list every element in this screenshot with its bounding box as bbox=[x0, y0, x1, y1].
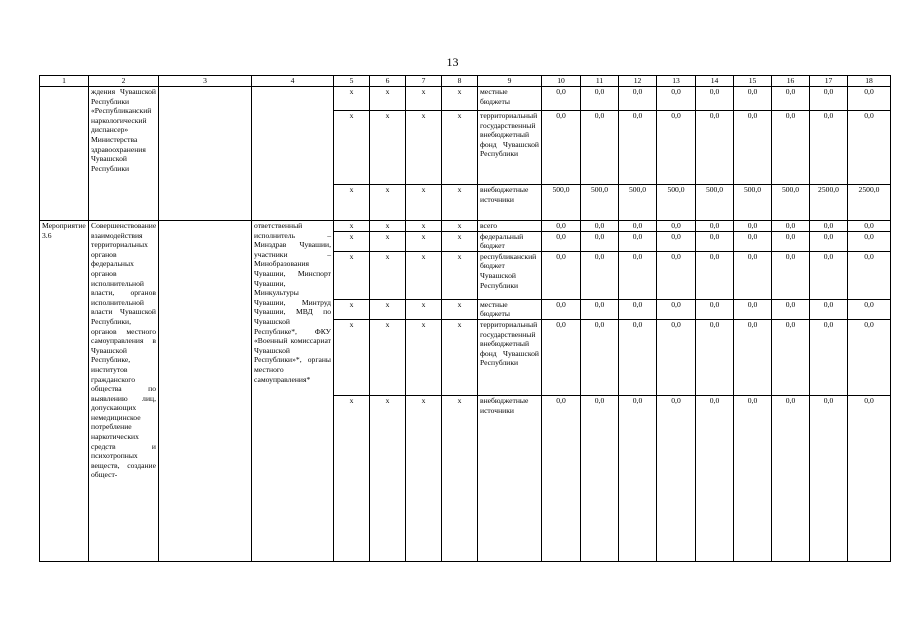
value-cell: 0,0 bbox=[581, 87, 619, 111]
mark-cell: x bbox=[406, 87, 442, 111]
value-cell: 0,0 bbox=[734, 111, 772, 185]
measure-description-cell: Совершенствование взаимодействия территориальных органов федеральных органов исполнительной власти, органов исполнительной власти Чувашской Республики, органов местного самоуправления в Чувашской Республике, институтов гражданского общества по выявлению лиц, допускающих немедицинское потребление наркотических средств и психотропных веществ, создание общест- bbox=[89, 221, 159, 562]
value-cell: 0,0 bbox=[848, 221, 891, 232]
value-cell: 0,0 bbox=[657, 319, 696, 395]
measure-name-cell: Мероприятие 3.6 bbox=[40, 221, 89, 562]
value-cell: 0,0 bbox=[772, 231, 810, 251]
value-cell: 0,0 bbox=[542, 221, 581, 232]
value-cell: 0,0 bbox=[696, 319, 734, 395]
column-number: 16 bbox=[772, 76, 810, 87]
value-cell: 500,0 bbox=[657, 185, 696, 221]
value-cell: 0,0 bbox=[810, 395, 848, 561]
value-cell: 0,0 bbox=[772, 395, 810, 561]
column-number: 6 bbox=[370, 76, 406, 87]
mark-cell: x bbox=[334, 185, 370, 221]
funding-source-cell: республиканский бюджет Чувашской Республики bbox=[478, 251, 542, 299]
mark-cell: x bbox=[442, 111, 478, 185]
value-cell: 0,0 bbox=[810, 221, 848, 232]
mark-cell: x bbox=[370, 111, 406, 185]
value-cell: 0,0 bbox=[581, 231, 619, 251]
value-cell: 0,0 bbox=[542, 319, 581, 395]
value-cell: 0,0 bbox=[734, 395, 772, 561]
mark-cell: x bbox=[334, 251, 370, 299]
value-cell: 0,0 bbox=[657, 251, 696, 299]
column-number: 4 bbox=[252, 76, 334, 87]
value-cell: 500,0 bbox=[619, 185, 657, 221]
column-3-cell bbox=[159, 221, 252, 562]
value-cell: 0,0 bbox=[542, 251, 581, 299]
value-cell: 0,0 bbox=[696, 251, 734, 299]
value-cell: 0,0 bbox=[542, 231, 581, 251]
value-cell: 500,0 bbox=[696, 185, 734, 221]
value-cell: 0,0 bbox=[542, 111, 581, 185]
mark-cell: x bbox=[406, 221, 442, 232]
column-3-cell bbox=[159, 87, 252, 221]
value-cell: 0,0 bbox=[619, 87, 657, 111]
value-cell: 2500,0 bbox=[848, 185, 891, 221]
value-cell: 0,0 bbox=[696, 111, 734, 185]
value-cell: 0,0 bbox=[619, 299, 657, 319]
value-cell: 0,0 bbox=[657, 299, 696, 319]
value-cell: 0,0 bbox=[848, 87, 891, 111]
value-cell: 0,0 bbox=[581, 251, 619, 299]
mark-cell: x bbox=[334, 221, 370, 232]
funding-source-cell: местные бюджеты bbox=[478, 87, 542, 111]
mark-cell: x bbox=[334, 111, 370, 185]
funding-source-cell: территориальный государственный внебюджетный фонд Чувашской Республики bbox=[478, 111, 542, 185]
value-cell: 0,0 bbox=[772, 111, 810, 185]
column-number: 1 bbox=[40, 76, 89, 87]
value-cell: 0,0 bbox=[810, 251, 848, 299]
value-cell: 0,0 bbox=[696, 87, 734, 111]
mark-cell: x bbox=[370, 185, 406, 221]
mark-cell: x bbox=[406, 185, 442, 221]
value-cell: 500,0 bbox=[542, 185, 581, 221]
column-number: 14 bbox=[696, 76, 734, 87]
mark-cell: x bbox=[442, 221, 478, 232]
value-cell: 0,0 bbox=[581, 221, 619, 232]
value-cell: 0,0 bbox=[848, 319, 891, 395]
mark-cell: x bbox=[406, 111, 442, 185]
value-cell: 0,0 bbox=[696, 299, 734, 319]
value-cell: 0,0 bbox=[810, 299, 848, 319]
value-cell: 0,0 bbox=[772, 319, 810, 395]
value-cell: 0,0 bbox=[810, 231, 848, 251]
executor-cell bbox=[252, 87, 334, 221]
mark-cell: x bbox=[406, 319, 442, 395]
value-cell: 0,0 bbox=[657, 87, 696, 111]
column-number: 15 bbox=[734, 76, 772, 87]
mark-cell: x bbox=[334, 395, 370, 561]
measure-name-cell bbox=[40, 87, 89, 221]
column-number: 7 bbox=[406, 76, 442, 87]
value-cell: 0,0 bbox=[542, 87, 581, 111]
value-cell: 0,0 bbox=[657, 221, 696, 232]
funding-table bbox=[39, 75, 891, 562]
value-cell: 0,0 bbox=[657, 111, 696, 185]
value-cell: 0,0 bbox=[542, 395, 581, 561]
mark-cell: x bbox=[334, 319, 370, 395]
column-number: 11 bbox=[581, 76, 619, 87]
value-cell: 0,0 bbox=[734, 221, 772, 232]
mark-cell: x bbox=[334, 299, 370, 319]
funding-source-cell: местные бюджеты bbox=[478, 299, 542, 319]
column-number: 3 bbox=[159, 76, 252, 87]
column-number: 2 bbox=[89, 76, 159, 87]
mark-cell: x bbox=[442, 87, 478, 111]
mark-cell: x bbox=[370, 251, 406, 299]
column-number: 9 bbox=[478, 76, 542, 87]
value-cell: 0,0 bbox=[810, 319, 848, 395]
funding-source-cell: территориальный государственный внебюджетный фонд Чувашской Республики bbox=[478, 319, 542, 395]
table-row bbox=[40, 87, 891, 111]
value-cell: 0,0 bbox=[848, 231, 891, 251]
value-cell: 0,0 bbox=[772, 299, 810, 319]
executor-cell: ответственный исполнитель – Минздрав Чувашии, участники – Минобразования Чувашии, Минспорт Чувашии, Минкультуры Чувашии, Минтруд Чувашии, МВД по Чувашской Республике*, ФКУ «Военный комиссариат Чувашской Республики»*, органы местного самоуправления* bbox=[252, 221, 334, 562]
column-number: 10 bbox=[542, 76, 581, 87]
column-number: 8 bbox=[442, 76, 478, 87]
mark-cell: x bbox=[442, 231, 478, 251]
value-cell: 500,0 bbox=[734, 185, 772, 221]
mark-cell: x bbox=[406, 251, 442, 299]
column-number: 5 bbox=[334, 76, 370, 87]
value-cell: 0,0 bbox=[696, 395, 734, 561]
value-cell: 0,0 bbox=[581, 319, 619, 395]
value-cell: 0,0 bbox=[619, 221, 657, 232]
column-number-row bbox=[40, 76, 891, 87]
value-cell: 0,0 bbox=[734, 319, 772, 395]
value-cell: 0,0 bbox=[848, 251, 891, 299]
mark-cell: x bbox=[334, 231, 370, 251]
funding-source-cell: всего bbox=[478, 221, 542, 232]
value-cell: 0,0 bbox=[581, 299, 619, 319]
value-cell: 2500,0 bbox=[810, 185, 848, 221]
value-cell: 0,0 bbox=[657, 395, 696, 561]
value-cell: 0,0 bbox=[848, 111, 891, 185]
value-cell: 0,0 bbox=[810, 111, 848, 185]
column-number: 17 bbox=[810, 76, 848, 87]
value-cell: 0,0 bbox=[581, 111, 619, 185]
value-cell: 0,0 bbox=[734, 251, 772, 299]
value-cell: 0,0 bbox=[696, 231, 734, 251]
mark-cell: x bbox=[442, 395, 478, 561]
value-cell: 0,0 bbox=[581, 395, 619, 561]
value-cell: 0,0 bbox=[848, 395, 891, 561]
measure-description-cell: ждения Чувашской Республики «Республиканский наркологический диспансер» Министерства здравоохранения Чувашской Республики bbox=[89, 87, 159, 221]
value-cell: 0,0 bbox=[619, 231, 657, 251]
mark-cell: x bbox=[442, 185, 478, 221]
value-cell: 0,0 bbox=[848, 299, 891, 319]
funding-source-cell: федеральный бюджет bbox=[478, 231, 542, 251]
mark-cell: x bbox=[370, 319, 406, 395]
value-cell: 0,0 bbox=[619, 111, 657, 185]
column-number: 13 bbox=[657, 76, 696, 87]
mark-cell: x bbox=[334, 87, 370, 111]
mark-cell: x bbox=[442, 319, 478, 395]
value-cell: 500,0 bbox=[581, 185, 619, 221]
table-body bbox=[40, 87, 891, 562]
value-cell: 0,0 bbox=[772, 221, 810, 232]
mark-cell: x bbox=[406, 395, 442, 561]
value-cell: 0,0 bbox=[619, 319, 657, 395]
mark-cell: x bbox=[442, 251, 478, 299]
funding-source-cell: внебюджетные источники bbox=[478, 185, 542, 221]
funding-source-cell: внебюджетные источники bbox=[478, 395, 542, 561]
mark-cell: x bbox=[370, 231, 406, 251]
value-cell: 0,0 bbox=[772, 87, 810, 111]
value-cell: 0,0 bbox=[810, 87, 848, 111]
mark-cell: x bbox=[370, 299, 406, 319]
value-cell: 0,0 bbox=[772, 251, 810, 299]
page-number: 13 bbox=[446, 55, 459, 69]
value-cell: 0,0 bbox=[542, 299, 581, 319]
column-number: 18 bbox=[848, 76, 891, 87]
value-cell: 0,0 bbox=[619, 251, 657, 299]
mark-cell: x bbox=[370, 87, 406, 111]
value-cell: 0,0 bbox=[696, 221, 734, 232]
value-cell: 0,0 bbox=[657, 231, 696, 251]
value-cell: 500,0 bbox=[772, 185, 810, 221]
value-cell: 0,0 bbox=[734, 87, 772, 111]
mark-cell: x bbox=[442, 299, 478, 319]
value-cell: 0,0 bbox=[734, 231, 772, 251]
table-row bbox=[40, 221, 891, 232]
mark-cell: x bbox=[370, 395, 406, 561]
value-cell: 0,0 bbox=[734, 299, 772, 319]
value-cell: 0,0 bbox=[619, 395, 657, 561]
column-number: 12 bbox=[619, 76, 657, 87]
mark-cell: x bbox=[406, 299, 442, 319]
mark-cell: x bbox=[370, 221, 406, 232]
mark-cell: x bbox=[406, 231, 442, 251]
